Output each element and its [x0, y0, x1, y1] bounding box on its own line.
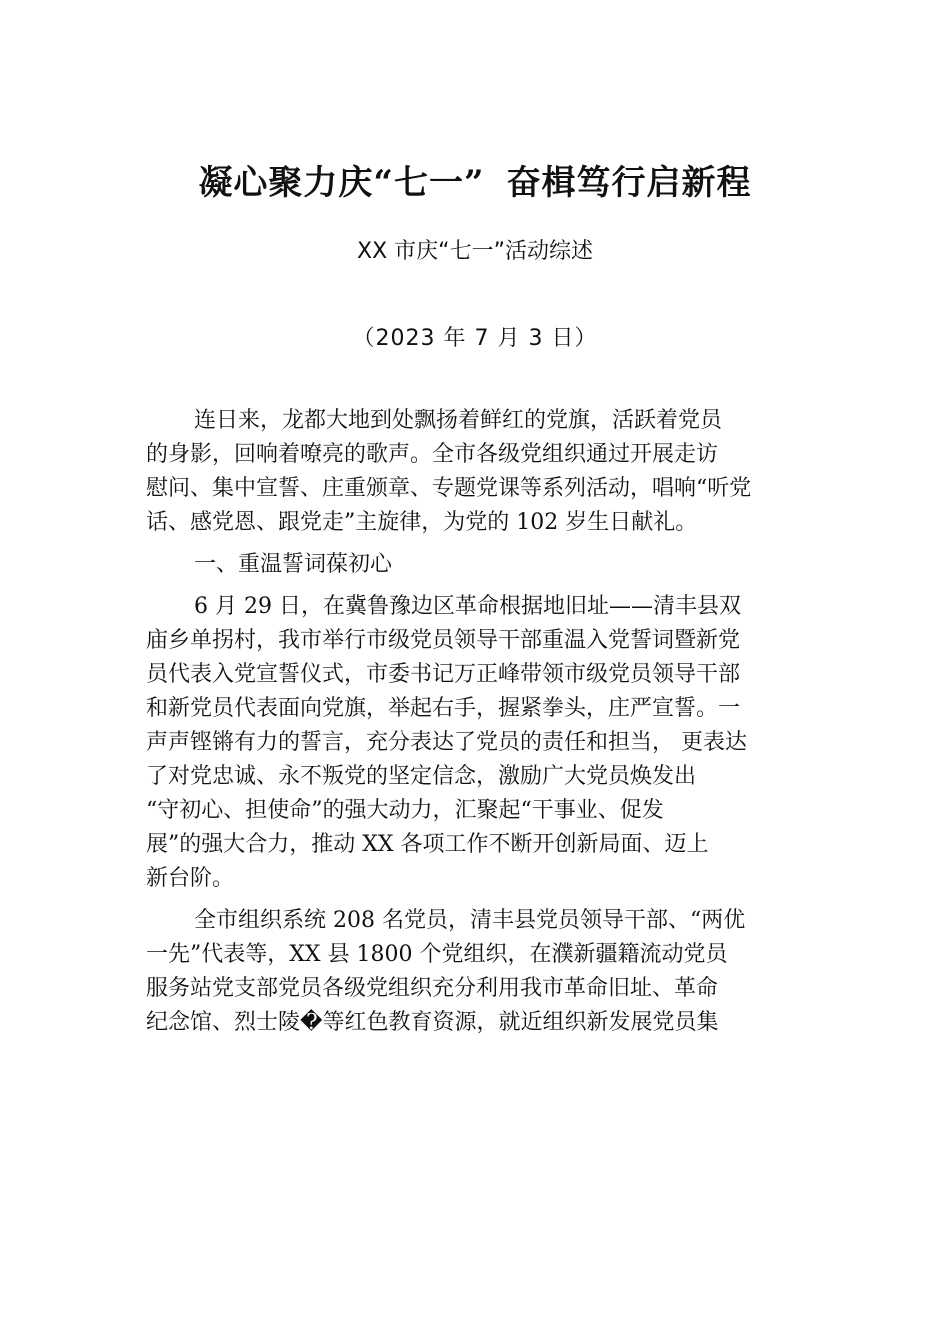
text-line: 话、感党恩、跟党走”主旋律，为党的 102 岁生日献礼。 [146, 510, 698, 535]
text-line: 新台阶。 [146, 866, 235, 891]
text-line: 和新党员代表面向党旗，举起右手，握紧拳头，庄严宣誓。一 [146, 696, 741, 721]
document-date: （2023 年 7 月 3 日） [352, 326, 598, 351]
text-line: 慰问、集中宣誓、庄重颁章、专题党课等系列活动，唱响“听党 [146, 476, 752, 501]
text-line: 一先”代表等，XX 县 1800 个党组织，在濮新疆籍流动党员 [146, 942, 728, 967]
text-line: 员代表入党宣誓仪式，市委书记万正峰带领市级党员领导干部 [146, 662, 741, 687]
paragraph-intro [146, 404, 820, 540]
title-part-1: 凝心聚力庆“七一” [198, 163, 485, 203]
text-line: 服务站党支部党员各级党组织充分利用我市革命旧址、革命 [146, 976, 719, 1001]
document-body [146, 404, 820, 1040]
text-line: 了对党忠诚、永不叛党的坚定信念，激励广大党员焕发出 [146, 764, 697, 789]
text-line: 全市组织系统 208 名党员，清丰县党员领导干部、“两优 [194, 908, 746, 933]
document-title [0, 158, 950, 208]
text-line: 纪念馆、烈士陵�等红色教育资源，就近组织新发展党员集 [146, 1010, 719, 1035]
text-line: 连日来，龙都大地到处飘扬着鲜红的党旗，活跃着党员 [194, 408, 723, 433]
text-line: 声声铿锵有力的誓言，充分表达了党员的责任和担当， 更表达 [146, 730, 747, 755]
title-part-2: 奋楫笃行启新程 [506, 163, 752, 203]
text-line: 的身影，回响着嘹亮的歌声。全市各级党组织通过开展走访 [146, 442, 719, 467]
text-line: 6 月 29 日，在冀鲁豫边区革命根据地旧址——清丰县双 [194, 594, 741, 619]
section-heading-text: 一、重温誓词葆初心 [194, 552, 393, 577]
text-line: “守初心、担使命”的强大动力，汇聚起“干事业、促发 [146, 798, 664, 823]
section-heading [146, 548, 820, 582]
text-line: 庙乡单拐村，我市举行市级党员领导干部重温入党誓词暨新党 [146, 628, 741, 653]
paragraph-ceremony [146, 590, 820, 896]
document-subtitle: XX 市庆“七一”活动综述 [357, 239, 593, 264]
text-line: 展”的强大合力，推动 XX 各项工作不断开创新局面、迈上 [146, 832, 709, 857]
paragraph-organizations [146, 904, 820, 1040]
